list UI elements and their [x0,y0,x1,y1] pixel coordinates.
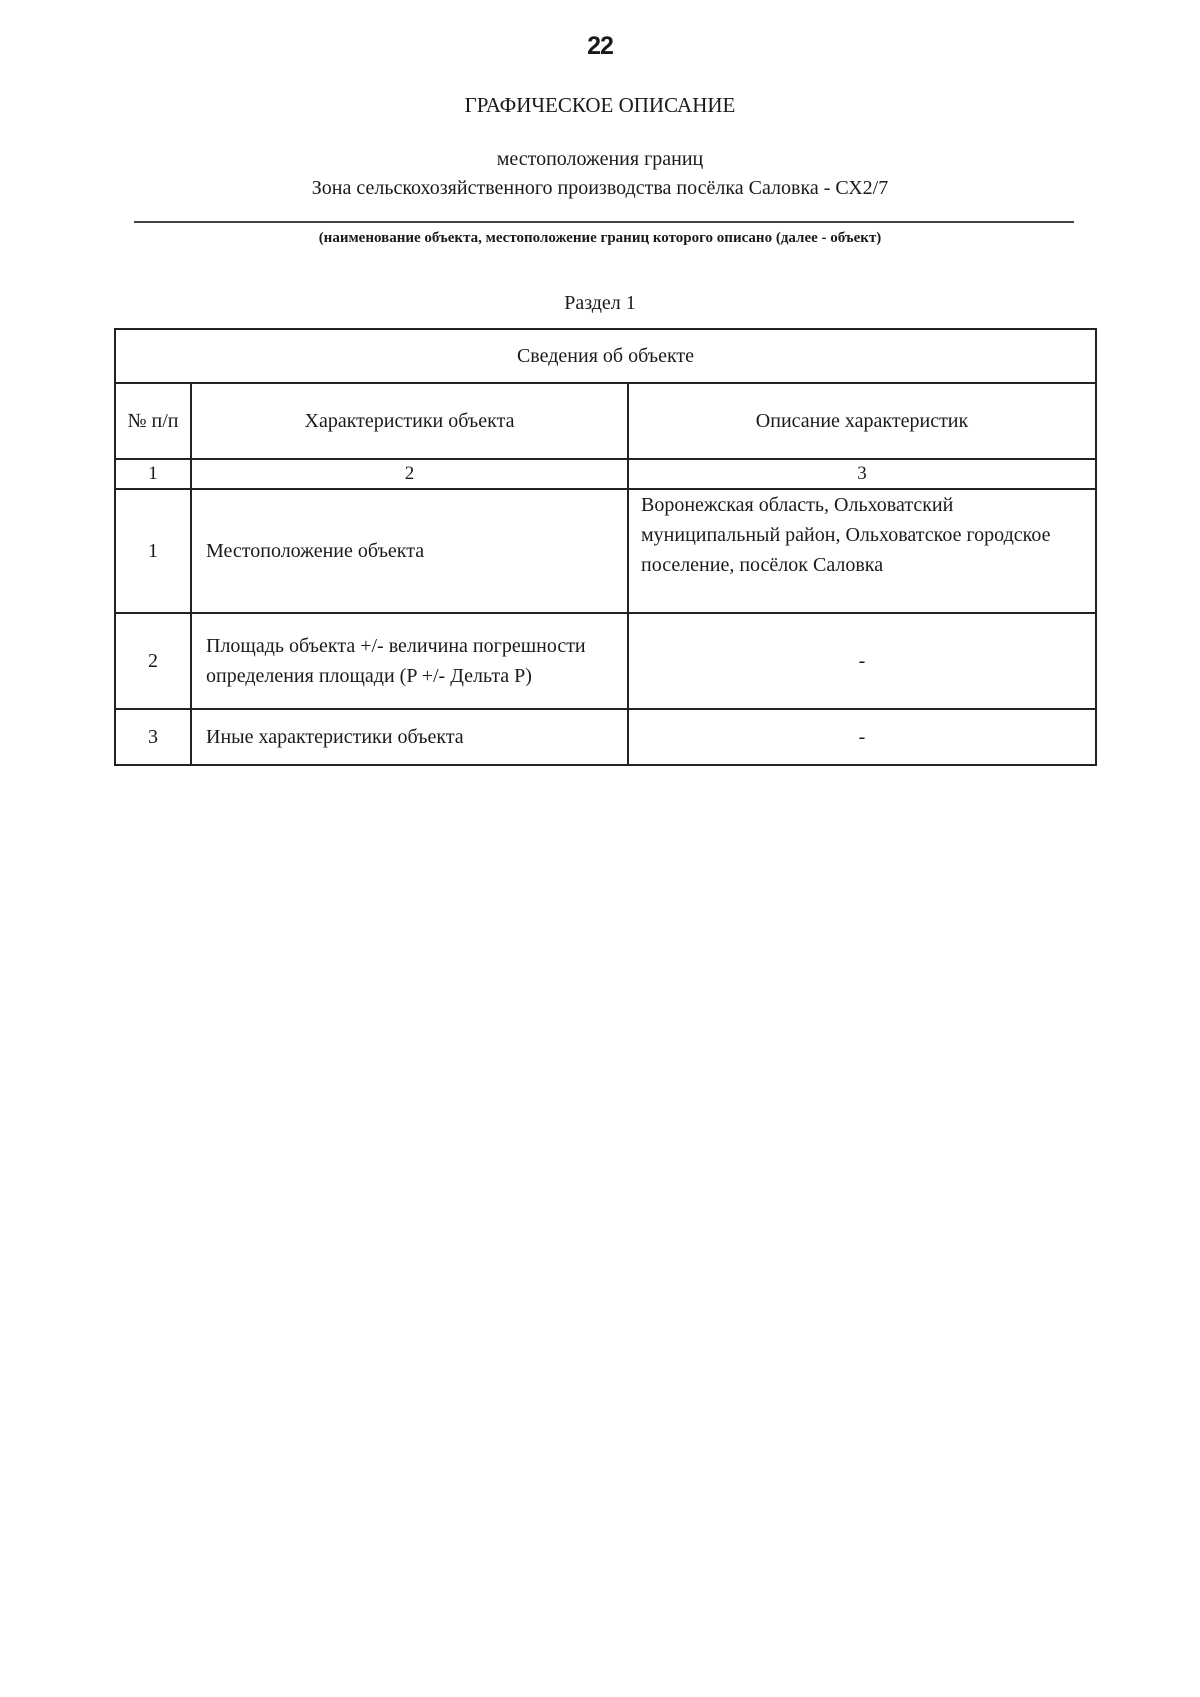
row-description: Воронежская область, Ольховатский муниципальный район, Ольховатское городское поселение, посёлок Саловка [628,489,1096,613]
object-name-underline [134,221,1074,223]
row-characteristic: Иные характеристики объекта [191,709,628,765]
header-characteristic: Характеристики объекта [191,383,628,459]
row-number: 2 [115,613,191,709]
table-row [115,489,1096,613]
header-description: Описание характеристик [628,383,1096,459]
table-header-row [115,383,1096,459]
row-characteristic: Местоположение объекта [191,489,628,613]
row-description: - [628,613,1096,709]
section-title: Раздел 1 [564,292,636,314]
row-number: 1 [115,489,191,613]
header-num: № п/п [115,383,191,459]
page-number: 22 [587,32,613,60]
column-number-row [115,459,1096,489]
row-number: 3 [115,709,191,765]
table-row [115,613,1096,709]
table-caption: Сведения об объекте [115,329,1096,383]
table-caption-row [115,329,1096,383]
document-title: ГРАФИЧЕСКОЕ ОПИСАНИЕ [464,93,736,117]
row-description: - [628,709,1096,765]
object-name-caption: (наименование объекта, местоположение границ которого описано (далее - объект) [318,230,882,246]
object-name: Зона сельскохозяйственного производства посёлка Саловка - СХ2/7 [311,177,889,199]
table-row [115,709,1096,765]
column-number: 2 [191,459,628,489]
column-number: 1 [115,459,191,489]
object-info-table [114,328,1097,766]
document-subtitle: местоположения границ [496,148,704,170]
row-characteristic: Площадь объекта +/- величина погрешности определения площади (P +/- Дельта P) [191,613,628,709]
column-number: 3 [628,459,1096,489]
